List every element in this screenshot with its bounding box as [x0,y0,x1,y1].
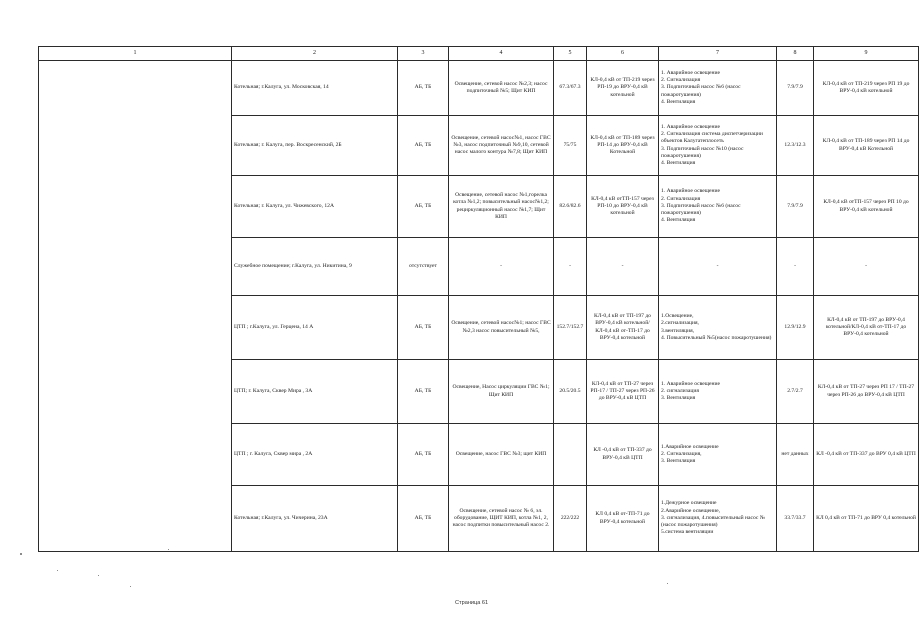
scan-speck [98,575,99,576]
measure-line: - [716,262,719,269]
header-cell-5: 5 [554,47,587,61]
measure-line: 3. сигнализация, 4.повысительный насос №(насос пожаротушения) [661,514,766,529]
reserve-cell: - [777,238,814,296]
consumers-cell: Освещение, сетевой насос № 6, эл. оборудование, ЩИТ КИП, котла №1, 2, насос подпитки повысительный насос 2. [449,486,554,552]
empty-column-1 [39,61,232,552]
measure-line: 1.Освещение, [661,312,694,319]
object-cell: Котельная; г. Калуга, пер. Воскресенский, 2Б [232,116,398,176]
measures-cell [659,176,777,238]
measure-line: 1. Аварийное освещение [661,123,720,130]
source-cell: АБ, ТБ [398,424,449,486]
measure-line: 1.Дежурное освещение [661,500,717,507]
consumers-cell: Освещение, Насос циркуляции ГВС №1; Щит КИП [449,360,554,424]
reserve-cell: 7.9/7.9 [777,61,814,116]
reserve-cell: 12.9/12.9 [777,296,814,360]
measure-line: 1. Аварийное освещение [661,188,720,195]
header-row [39,47,919,61]
source-cell: АБ, ТБ [398,360,449,424]
measure-line: 3. Подпиточный насос №10 (насос пожаротушения) [661,145,744,159]
backup-cell: КЛ-0,4 кВ отТП-157 через РП 10 до ВРУ-0,4 кВ котельной [814,176,919,238]
consumers-cell: - [449,238,554,296]
measures-cell [659,360,777,424]
measure-line: 4. Вентиляция [661,217,696,224]
load-cell: - [554,238,587,296]
header-cell-8: 8 [777,47,814,61]
supply-cell: КЛ-0,4 кВ от ТП-197 до ВРУ-0,4 кВ котельной/КЛ-0,4 кВ от-ТП-17 до ВРУ-0,4 котельной [587,296,659,360]
page-number: Страница 61 [455,600,489,606]
consumers-cell: Освещение, сетевой насос №1,горелка котла №1,2; повысительный насос№1,2; рециркуляционный насос №1,7; Щит КИП [449,176,554,238]
measure-line: 3. Подпиточный насос №6 (насос пожаротушения) [661,84,741,98]
consumers-cell: Освещение, сетевой насос№1, насос ГВС №3, насос подпиточный №9,10, сетевой насос малого контура №7,8; Щит КИП [449,116,554,176]
scan-speck [168,549,169,550]
supply-cell: КЛ -0,4 кВ от ТП-337 до ВРУ-0,4 кВ ЦТП [587,424,659,486]
header-cell-9: 9 [814,47,919,61]
supply-cell: КЛ-0,4 кВ от ТП-27 через РП-17 / ТП-27 через РП-26 до ВРУ-0,4 кВ ЦТП [587,360,659,424]
object-cell: Служебное помещение; г.Калуга, ул. Никитина, 9 [232,238,398,296]
load-cell: 82.6/82.6 [554,176,587,238]
reserve-cell: 2.7/2.7 [777,360,814,424]
measure-line: 4. Вентиляция [661,160,696,167]
measure-line: 2. Сигнализация, [661,450,702,457]
consumers-cell: Освещение, сетевой насос№1; насос ГВС №2,3 насос повысительный №5, [449,296,554,360]
measures-cell [659,424,777,486]
load-cell [554,424,587,486]
measure-line: 5.система вентиляции [661,529,714,536]
consumers-cell: Освещение, сетевой насос №2,3; насос подпиточный №5; Щит КИП [449,61,554,116]
object-cell: Котельная; г.Калуга, ул. Московская, 14 [232,61,398,116]
source-cell: АБ, ТБ [398,486,449,552]
source-cell: АБ, ТБ [398,176,449,238]
backup-cell: КЛ-0,4 кВ от ТП-219 через РП 19 до ВРУ-0,4 кВ котельной [814,61,919,116]
load-cell: 152.7/152.7 [554,296,587,360]
reserve-cell: нет данных [777,424,814,486]
measure-line: 2. сигнализация [661,387,699,394]
consumers-cell: Освещение, насос ГВС №3; щит КИП [449,424,554,486]
header-cell-1: 1 [39,47,232,61]
load-cell: 222/222 [554,486,587,552]
object-cell: Котельная; г. Калуга, ул. Чижевского, 12А [232,176,398,238]
measure-line: 3. Вентиляция [661,395,696,402]
measure-line: 1.Аварийное освещение [661,443,719,450]
object-cell: Котельная; г.Калуга, ул. Чичерина, 23А [232,486,398,552]
reserve-cell: 12.3/12.3 [777,116,814,176]
measures-cell [659,296,777,360]
measure-line: 2. Сигнализация [661,77,701,84]
load-cell: 67.3/67.3 [554,61,587,116]
source-cell: АБ, ТБ [398,116,449,176]
source-cell: отсутствует [398,238,449,296]
reserve-cell: 33.7/33.7 [777,486,814,552]
header-cell-3: 3 [398,47,449,61]
measure-line: 2.сигнализация, [661,320,699,327]
measure-line: 3. Подпиточный насос №6 (насос пожаротушения) [661,202,741,217]
scan-speck [57,570,58,571]
supply-cell: КЛ-0,4 кВ от ТП-189 через РП-14 до ВРУ-0,4 кВ Котельной [587,116,659,176]
load-cell: 20.5/20.5 [554,360,587,424]
measure-line: 2. Сигнализация система диспетчеризации объектов Калугатеплосеть [661,130,763,145]
scan-speck [20,553,22,555]
object-cell: ЦТП; г. Калуга, Сквер Мира , 3А [232,360,398,424]
header-cell-2: 2 [232,47,398,61]
header-cell-6: 6 [587,47,659,61]
measures-cell [659,61,777,116]
backup-cell: КЛ-0,4 кВ от ТП-197 до ВРУ-0,4 котельной/КЛ-0,4 кВ от-ТП-17 до ВРУ-0,4 котельной [814,296,919,360]
measure-line: 2.Аварийное освещение, [661,507,720,514]
measure-line: 3. Вентиляция [661,458,696,465]
measure-line: 4. Вентиляция [661,98,696,105]
object-cell: ЦТП ; г.Калуга, ул. Герцена, 14 А [232,296,398,360]
header-cell-4: 4 [449,47,554,61]
source-cell: АБ, ТБ [398,296,449,360]
supply-cell: - [587,238,659,296]
power-supply-table [38,46,919,552]
load-cell: 75/75 [554,116,587,176]
supply-cell: КЛ-0,4 кВ отТП-157 через РП-10 до ВРУ-0,4 кВ котельной [587,176,659,238]
measures-cell [659,238,777,296]
measure-line: 3.вентиляция, [661,327,695,334]
measure-line: 1. Аварийное освещение [661,69,720,76]
reserve-cell: 7.9/7.9 [777,176,814,238]
backup-cell: КЛ -0,4 кВ от ТП-337 до ВРУ 0,4 кВ ЦТП [814,424,919,486]
backup-cell: КЛ-0,4 кВ от ТП-27 через РП 17 / ТП-27 через РП-26 до ВРУ-0,4 кВ ЦТП [814,360,919,424]
measure-line: 2. Сигнализация [661,195,701,202]
backup-cell: - [814,238,919,296]
table-row [39,61,919,116]
measures-cell [659,486,777,552]
supply-cell: КЛ 0,4 кВ от-ТП-71 до ВРУ-0,4 котельной [587,486,659,552]
scan-speck [667,583,668,584]
measure-line: 1. Аварийное освещение [661,380,720,387]
measure-line: 4. Повысительный №5(насос пожаротушения) [661,334,772,341]
backup-cell: КЛ-0,4 кВ от ТП-189 через РП 14 до ВРУ-0,4 кВ Котельной [814,116,919,176]
header-cell-7: 7 [659,47,777,61]
source-cell: АБ, ТБ [398,61,449,116]
object-cell: ЦТП ; г. Калуга, Сквер мира , 2А [232,424,398,486]
supply-cell: КЛ-0,4 кВ от ТП-219 через РП-19 до ВРУ-0,4 кВ котельной [587,61,659,116]
measures-cell [659,116,777,176]
backup-cell: КЛ 0,4 кВ от ТП-71 до ВРУ 0,4 котельной [814,486,919,552]
scan-speck [130,586,131,587]
